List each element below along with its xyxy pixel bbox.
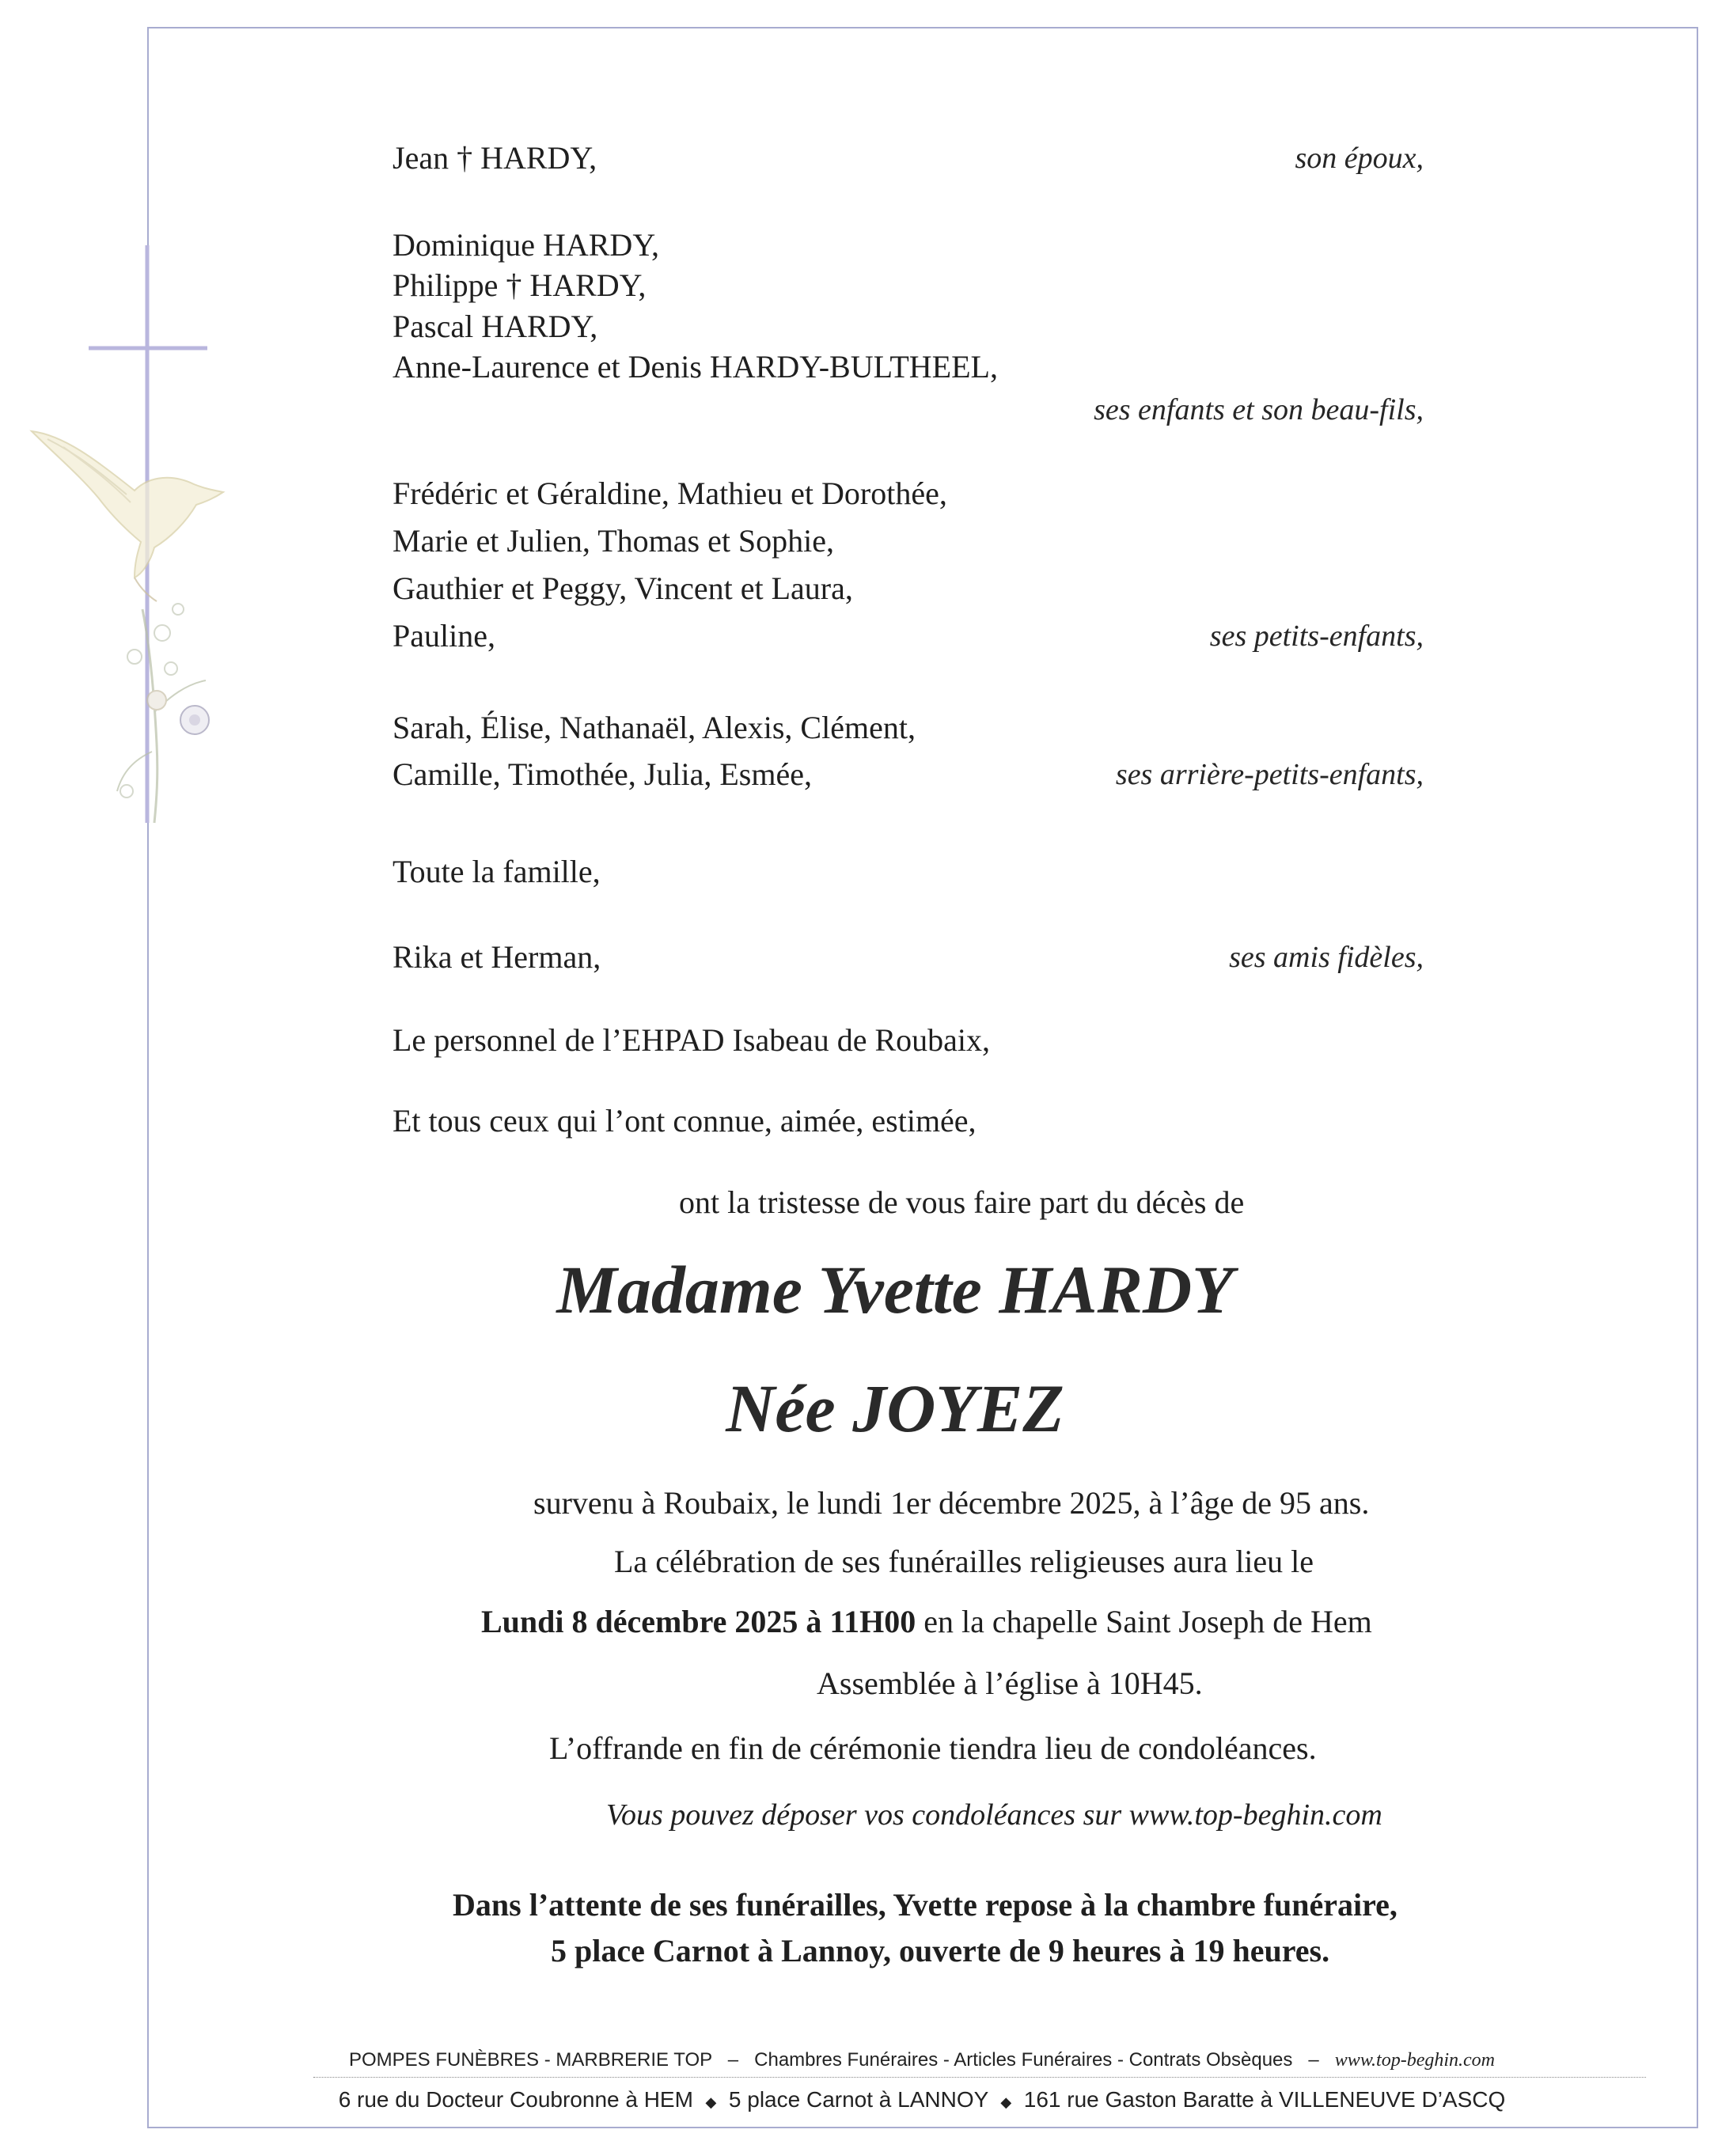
company-website: www.top-beghin.com <box>1334 2050 1496 2071</box>
footer-dash: – <box>1308 2049 1319 2071</box>
footer-separator <box>313 2077 1646 2078</box>
others-line: Et tous ceux qui l’ont connue, aimée, estimée, <box>393 1103 977 1139</box>
dove-icon <box>32 431 223 601</box>
ceremony-intro: La célébration de ses funérailles religieuses aura lieu le <box>614 1544 1314 1579</box>
frame-top-border <box>147 27 1697 28</box>
ceremony-date: Lundi 8 décembre 2025 à 11H00 <box>481 1604 916 1639</box>
diamond-icon: ◆ <box>1000 2094 1012 2110</box>
children-relation: ses enfants et son beau-fils, <box>1094 393 1424 426</box>
spouse-name: Jean † HARDY, <box>393 140 597 176</box>
ceremony-line <box>481 1603 1372 1641</box>
footer-dash: – <box>727 2049 739 2071</box>
grandchild-name: Frédéric et Géraldine, Mathieu et Dorothée, <box>393 476 947 511</box>
great-grandchild-name: Sarah, Élise, Nathanaël, Alexis, Clément, <box>393 710 916 745</box>
child-name: Anne-Laurence et Denis HARDY-BULTHEEL, <box>393 349 998 385</box>
ceremony-place: en la chapelle Saint Joseph de Hem <box>916 1604 1372 1639</box>
grandchild-name: Marie et Julien, Thomas et Sophie, <box>393 523 835 559</box>
company-services: Chambres Funéraires - Articles Funéraires - Contrats Obsèques <box>754 2049 1293 2071</box>
footer-company-line <box>147 2048 1697 2073</box>
address-villeneuve: 161 rue Gaston Baratte à VILLENEUVE D’ASCQ <box>1023 2087 1506 2112</box>
rest-line-2: 5 place Carnot à Lannoy, ouverte de 9 heures à 19 heures. <box>551 1933 1330 1968</box>
great-grandchild-name: Camille, Timothée, Julia, Esmée, <box>393 756 812 792</box>
death-details: survenu à Roubaix, le lundi 1er décembre 2025, à l’âge de 95 ans. <box>533 1485 1370 1521</box>
child-name: Pascal HARDY, <box>393 309 598 344</box>
child-name: Philippe † HARDY, <box>393 267 647 303</box>
address-lannoy: 5 place Carnot à LANNOY <box>728 2087 988 2112</box>
grandchildren-relation: ses petits-enfants, <box>1209 620 1424 653</box>
diamond-icon: ◆ <box>705 2094 717 2110</box>
friends-relation: ses amis fidèles, <box>1229 941 1424 974</box>
friends-name: Rika et Herman, <box>393 939 601 975</box>
whole-family: Toute la famille, <box>393 854 601 889</box>
rest-line-1: Dans l’attente de ses funérailles, Yvette repose à la chambre funéraire, <box>453 1887 1398 1923</box>
offering-line: L’offrande en fin de cérémonie tiendra lieu de condoléances. <box>549 1730 1317 1766</box>
announcement-intro: ont la tristesse de vous faire part du décès de <box>679 1184 1245 1220</box>
footer-address-line <box>147 2086 1697 2116</box>
spouse-relation: son époux, <box>1295 142 1424 175</box>
grandchild-name: Gauthier et Peggy, Vincent et Laura, <box>393 570 853 606</box>
frame-right-border <box>1697 27 1698 2127</box>
flower-stems-icon <box>117 604 209 823</box>
cross-dove-ornament <box>16 237 245 839</box>
deceased-name: Madame Yvette HARDY <box>556 1252 1234 1328</box>
child-name: Dominique HARDY, <box>393 227 660 263</box>
staff-line: Le personnel de l’EHPAD Isabeau de Roubaix, <box>393 1022 990 1058</box>
great-grandchildren-relation: ses arrière-petits-enfants, <box>1115 758 1424 791</box>
grandchild-name: Pauline, <box>393 618 495 654</box>
address-hem: 6 rue du Docteur Coubronne à HEM <box>338 2087 693 2112</box>
frame-bottom-border <box>147 2127 1698 2128</box>
company-name: POMPES FUNÈBRES - MARBRERIE TOP <box>348 2049 712 2071</box>
condolences-line: Vous pouvez déposer vos condoléances sur www.top-beghin.com <box>606 1798 1382 1832</box>
maiden-name: Née JOYEZ <box>726 1370 1064 1446</box>
assembly-time: Assemblée à l’église à 10H45. <box>817 1665 1203 1701</box>
